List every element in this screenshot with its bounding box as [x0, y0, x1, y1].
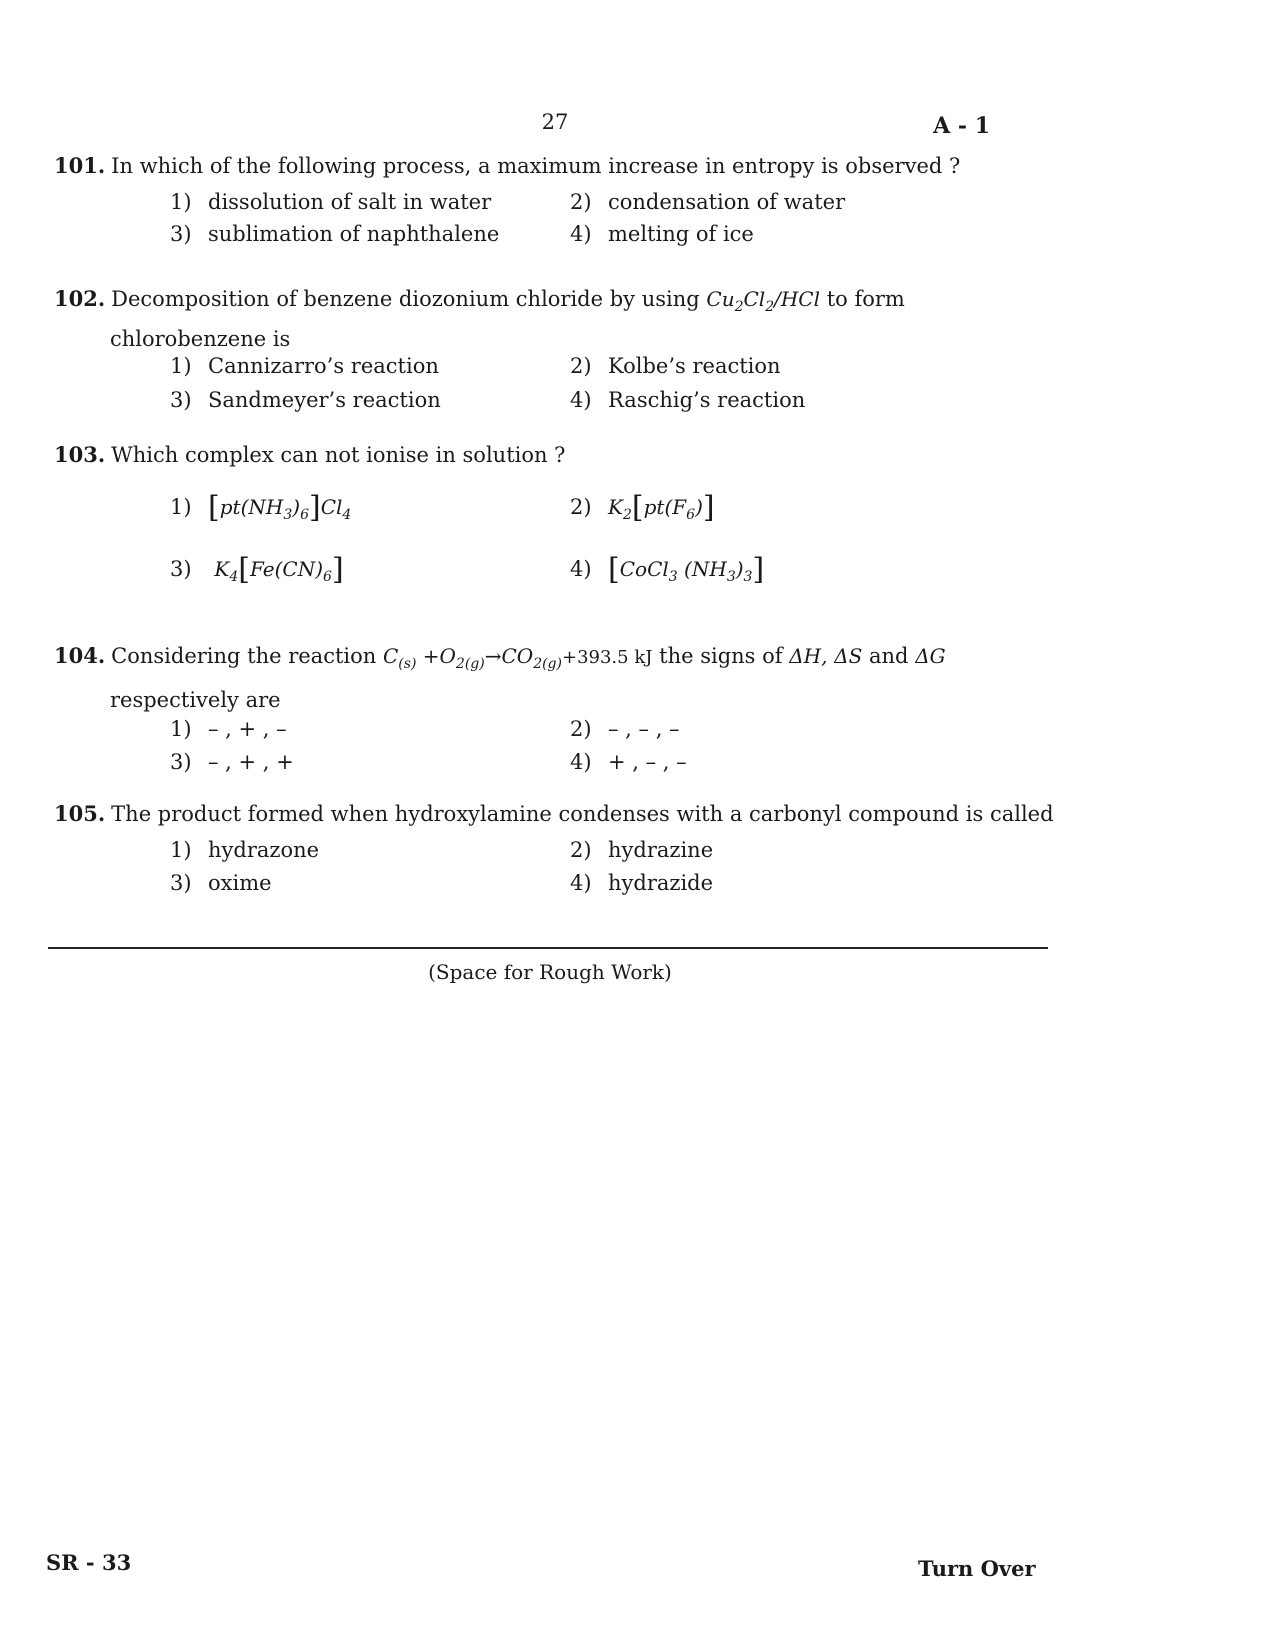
divider-line: [48, 947, 1048, 949]
question-number: 104.: [54, 643, 106, 668]
option-4[interactable]: 4) [CoCl$_3$ $(NH_3)_3$]: [570, 552, 765, 587]
option-1[interactable]: 1) $[pt(NH_3)_6]Cl_4$: [170, 490, 352, 525]
question-101: [54, 150, 1054, 182]
option-4[interactable]: 4) + , – , –: [570, 750, 687, 774]
option-3[interactable]: 3) – , + , +: [170, 750, 294, 774]
question-stem: Which complex can not ionise in solution ?: [111, 443, 566, 467]
option-2[interactable]: 2) Kolbe’s reaction: [570, 354, 781, 378]
option-4[interactable]: 4) melting of ice: [570, 222, 754, 246]
option-2[interactable]: 2) hydrazine: [570, 838, 714, 862]
option-3[interactable]: 3) sublimation of naphthalene: [170, 222, 500, 246]
option-3[interactable]: 3) Sandmeyer’s reaction: [170, 388, 441, 412]
reaction-equation: $C_{(s)} +O_{2(g)}\to CO_{2(g)}$: [382, 644, 562, 672]
question-102: 102. Decomposition of benzene diozonium chloride by using $Cu_2Cl_2$/HCl to form chlorobenzene is: [54, 283, 1054, 355]
question-stem: Considering the reaction: [111, 644, 377, 668]
turn-over-label: Turn Over: [918, 1556, 1036, 1581]
question-stem-continued: respectively are: [110, 688, 281, 712]
option-1[interactable]: 1) dissolution of salt in water: [170, 190, 492, 214]
option-2[interactable]: 2) – , – , –: [570, 717, 680, 741]
option-1[interactable]: 1) – , + , –: [170, 717, 287, 741]
reagent-formula: $Cu_2Cl_2$/HCl: [706, 287, 821, 315]
option-1[interactable]: 1) hydrazone: [170, 838, 320, 862]
option-4[interactable]: 4) Raschig’s reaction: [570, 388, 806, 412]
question-103: [54, 439, 1054, 471]
question-stem: In which of the following process, a maximum increase in entropy is observed ?: [111, 154, 961, 178]
page-number: 27: [541, 110, 569, 134]
set-code: A - 1: [933, 113, 990, 139]
question-number: 101.: [54, 153, 106, 178]
option-3[interactable]: 3) oxime: [170, 871, 272, 895]
rough-work-label: (Space for Rough Work): [428, 960, 672, 984]
question-105: [54, 798, 1054, 830]
question-number: 105.: [54, 801, 106, 826]
question-104: 104. Considering the reaction $C_{(s)} +O_{2(g)}\to CO_{2(g)}+393.5$ kJ the signs of ΔH, ΔS and ΔG respectively are: [54, 640, 1054, 716]
option-4[interactable]: 4) hydrazide: [570, 871, 714, 895]
booklet-code: SR - 33: [46, 1550, 132, 1575]
option-2[interactable]: 2) $K_2[pt(F_6)]$: [570, 490, 715, 525]
question-stem: The product formed when hydroxylamine condenses with a carbonyl compound is called: [111, 802, 1054, 826]
option-2[interactable]: 2) condensation of water: [570, 190, 846, 214]
question-number: 103.: [54, 442, 106, 467]
question-stem: Decomposition of benzene diozonium chloride by using: [111, 287, 700, 311]
question-stem-continued: chlorobenzene is: [110, 327, 291, 351]
option-1[interactable]: 1) Cannizarro’s reaction: [170, 354, 439, 378]
option-3[interactable]: 3) $K_4[Fe(CN)_6]$: [170, 552, 344, 587]
question-number: 102.: [54, 286, 106, 311]
